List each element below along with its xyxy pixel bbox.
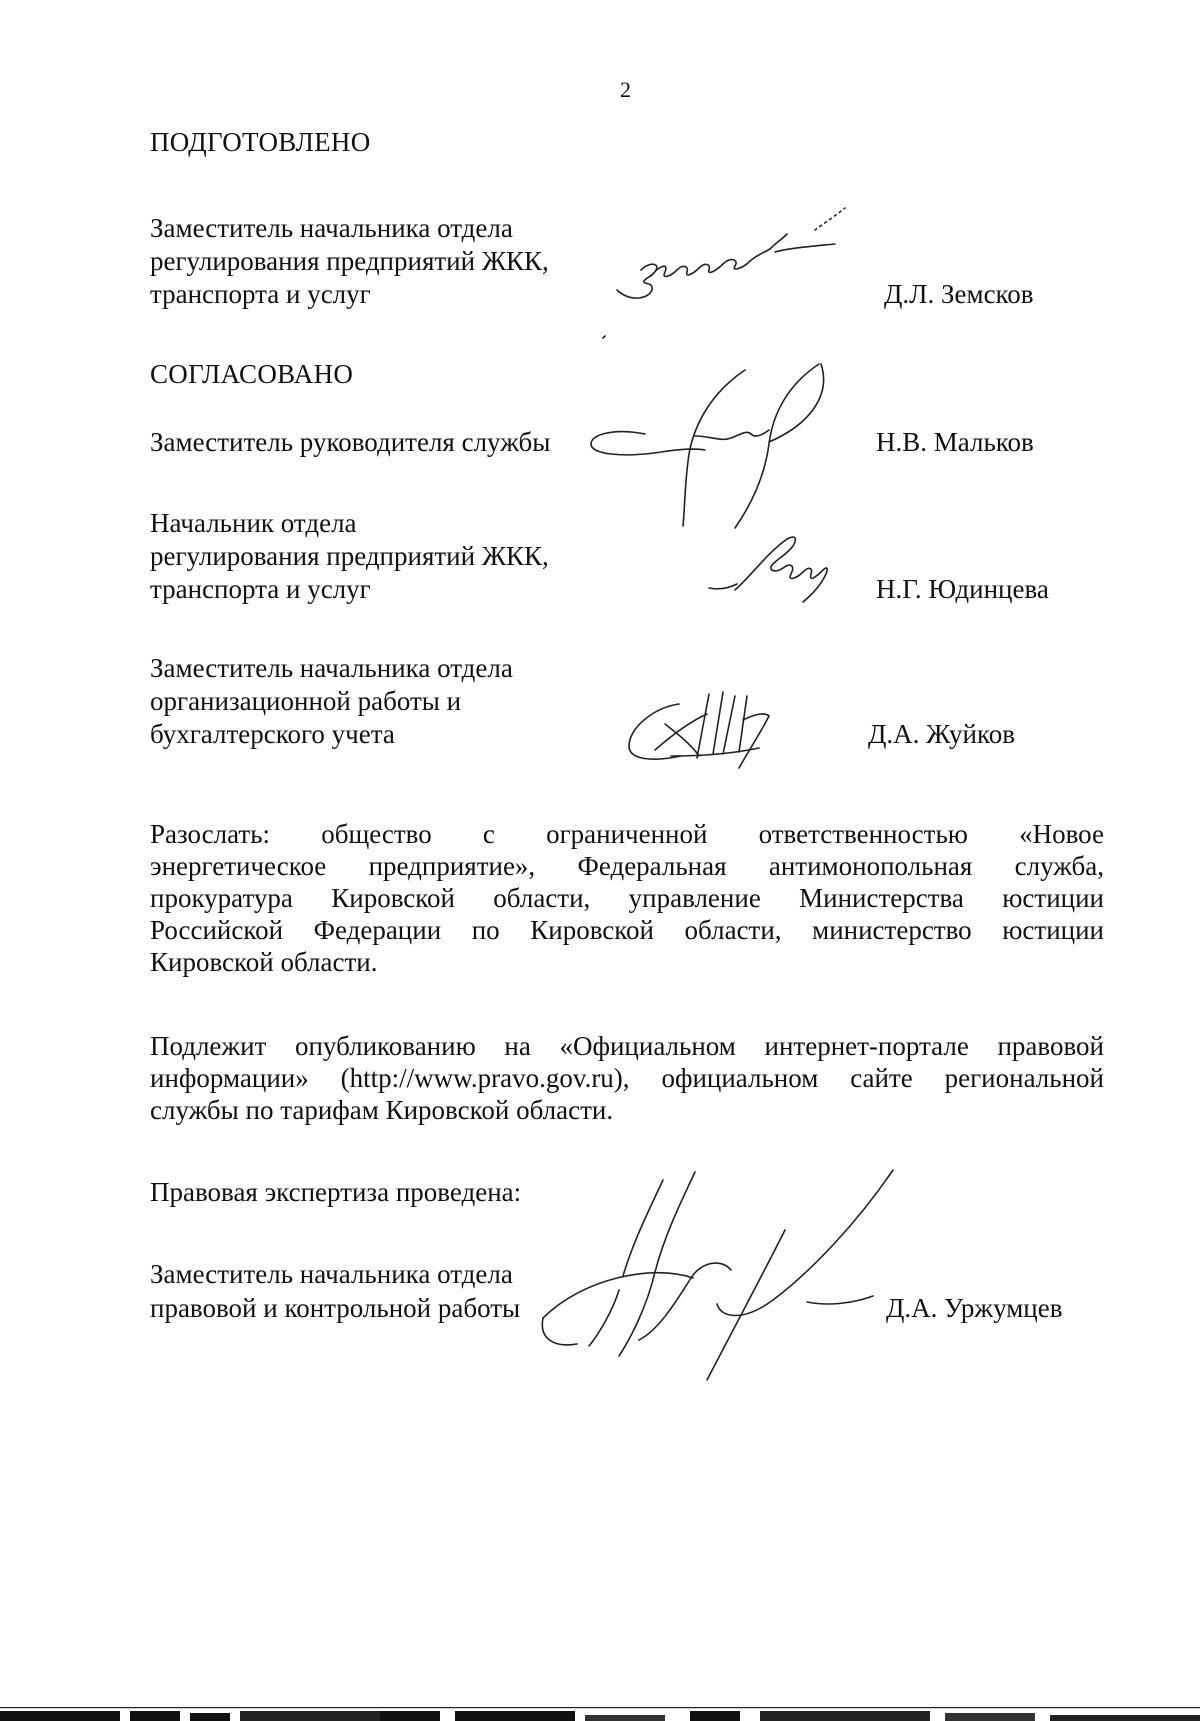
legal-review-heading: Правовая экспертиза проведена: (150, 1177, 522, 1207)
agreed-3-position-line-3: бухгалтерского учета (150, 719, 395, 749)
prepared-position-line-1: Заместитель начальника отдела (150, 213, 513, 243)
signature-zhuikov (625, 690, 805, 790)
signature-zemskov (595, 190, 885, 340)
distribution-line-3: прокуратура Кировской области, управление Министерства юстиции (150, 883, 1104, 913)
agreed-3-position-line-1: Заместитель начальника отдела (150, 653, 513, 683)
distribution-line-5: Кировской области. (150, 947, 378, 977)
agreed-heading: СОГЛАСОВАНО (150, 359, 354, 389)
prepared-heading: ПОДГОТОВЛЕНО (150, 127, 371, 157)
agreed-2-position-line-2: регулирования предприятий ЖКК, (150, 541, 549, 571)
prepared-position-line-2: регулирования предприятий ЖКК, (150, 246, 549, 276)
agreed-2-position-line-3: транспорта и услуг (150, 574, 371, 604)
signature-yudintseva (705, 530, 835, 610)
signature-malkov (585, 370, 865, 510)
agreed-1-position-line-1: Заместитель руководителя службы (150, 427, 551, 457)
scan-edge-artifact (0, 1703, 1200, 1721)
publication-line-3: службы по тарифам Кировской области. (150, 1095, 614, 1125)
page-number: 2 (620, 77, 631, 102)
publication-line-1: Подлежит опубликованию на «Официальном интернет-портале правовой (150, 1031, 1104, 1061)
agreed-2-position-line-1: Начальник отдела (150, 508, 357, 538)
agreed-1-name: Н.В. Мальков (876, 427, 1034, 457)
distribution-line-4: Российской Федерации по Кировской области, министерство юстиции (150, 915, 1104, 945)
distribution-line-2: энергетическое предприятие», Федеральная антимонопольная служба, (150, 851, 1104, 881)
agreed-3-position-line-2: организационной работы и (150, 686, 462, 716)
agreed-2-name: Н.Г. Юдинцева (876, 574, 1049, 604)
prepared-position-line-3: транспорта и услуг (150, 279, 371, 309)
legal-review-name: Д.А. Уржумцев (886, 1293, 1063, 1323)
prepared-name: Д.Л. Земсков (884, 279, 1034, 309)
legal-review-position-line-2: правовой и контрольной работы (150, 1293, 521, 1323)
distribution-line-1: Разослать: общество с ограниченной ответственностью «Новое (150, 819, 1104, 849)
legal-review-position-line-1: Заместитель начальника отдела (150, 1259, 513, 1289)
publication-line-2: информации» (http://www.pravo.gov.ru), официальном сайте региональной (150, 1063, 1104, 1093)
signature-urzhumtsev (535, 1170, 905, 1400)
agreed-3-name: Д.А. Жуйков (868, 719, 1015, 749)
